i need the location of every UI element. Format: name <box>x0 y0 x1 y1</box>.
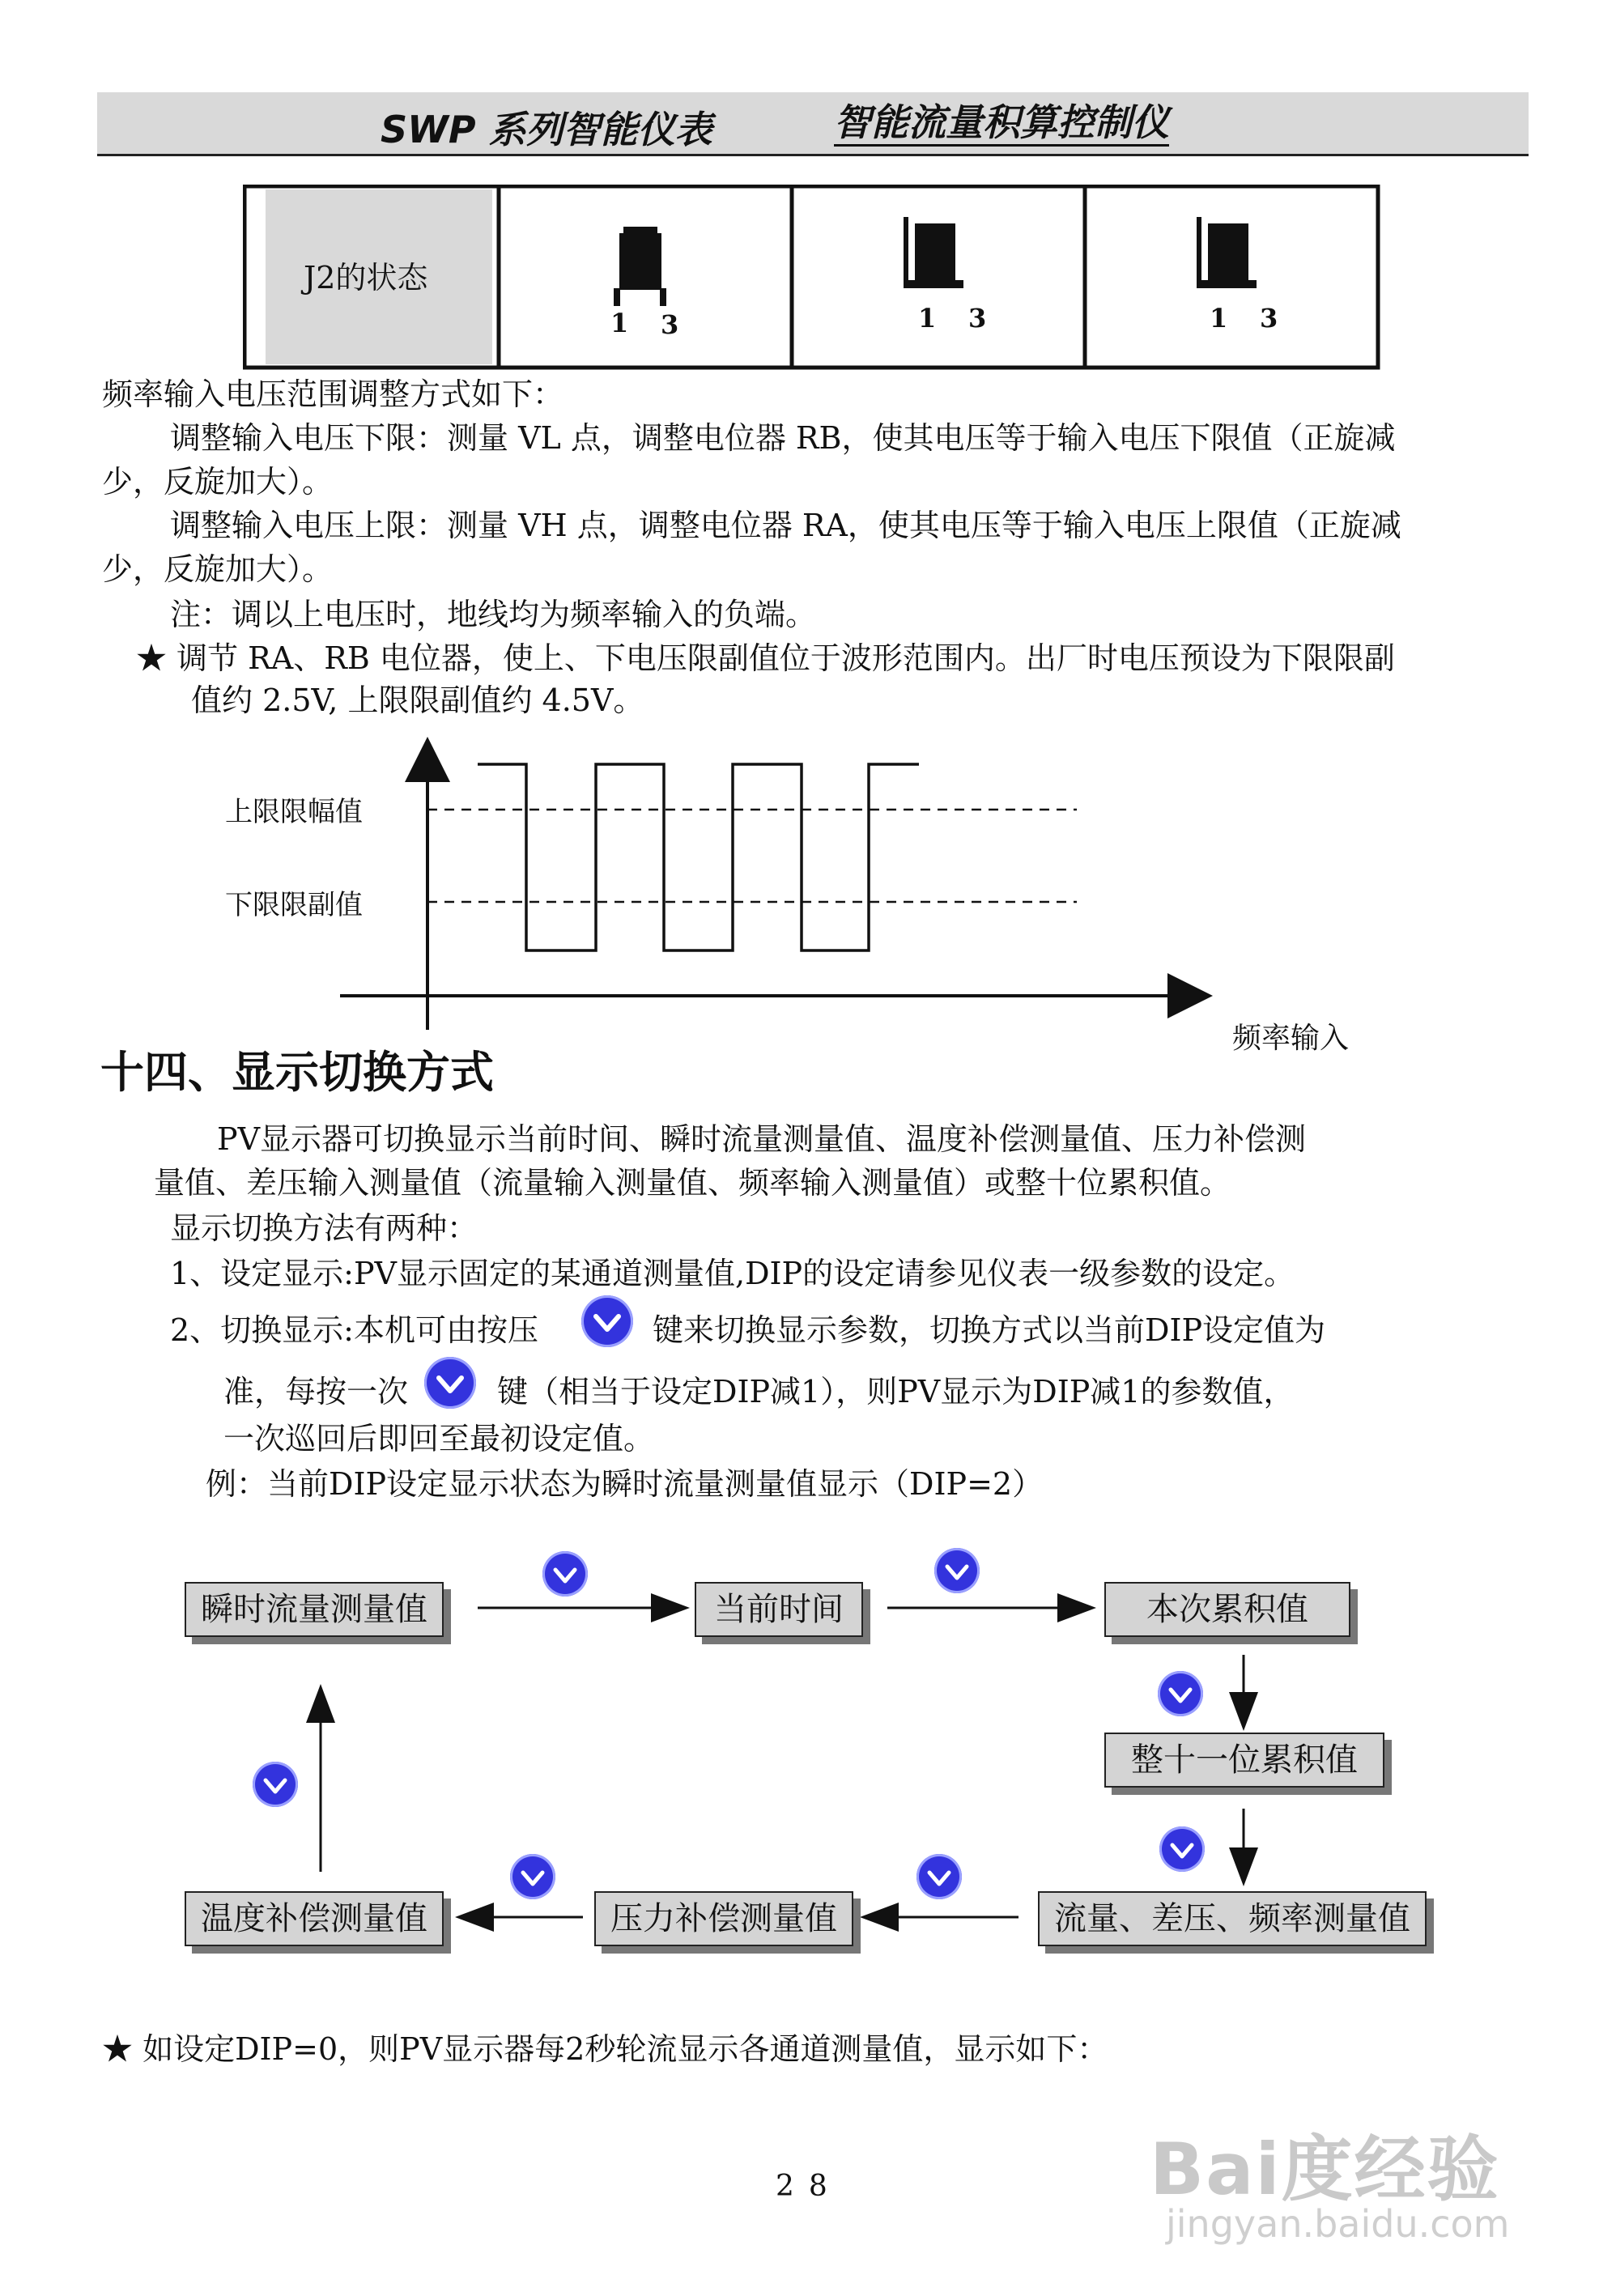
star-note-line1: ★ 调节 RA、RB 电位器，使上、下电压限副值位于波形范围内。出厂时电压预设为下限限副 <box>136 640 1395 676</box>
dip-zero-note: ★ 如设定DIP=0，则PV显示器每2秒轮流显示各通道测量值，显示如下： <box>102 2031 1108 2067</box>
header-product-title: 智能流量积算控制仪 <box>834 100 1169 147</box>
down-key-icon <box>1158 1671 1203 1716</box>
flow-box-current-total: 本次累积值 <box>1104 1582 1350 1637</box>
upper-limit-label: 上限限幅值 <box>225 796 363 828</box>
section-title: 十四、显示切换方式 <box>100 1047 494 1098</box>
flow-box-flow-dp-freq: 流量、差压、频率测量值 <box>1038 1891 1427 1946</box>
page-header-bar <box>97 92 1529 156</box>
page-number: 28 <box>776 2170 842 2203</box>
section14-para-line1: PV显示器可切换显示当前时间、瞬时流量测量值、温度补偿测量值、压力补偿测 <box>217 1121 1307 1157</box>
lower-limit-label: 下限限副值 <box>225 889 363 921</box>
jumper-state-label: J2的状态 <box>304 260 428 296</box>
method-2-part-a: 2、切换显示:本机可由按压 <box>170 1312 538 1348</box>
section14-para-line2: 量值、差压输入测量值（流量输入测量值、频率输入测量值）或整十位累积值。 <box>154 1165 1231 1201</box>
freq-adjust-intro: 频率输入电压范围调整方式如下： <box>102 376 564 412</box>
square-wave <box>478 764 919 950</box>
flow-box-pressure-comp: 压力补偿测量值 <box>594 1891 853 1946</box>
switch-methods-intro: 显示切换方法有两种： <box>170 1210 478 1246</box>
x-axis-label: 频率输入 <box>1232 1022 1350 1055</box>
flow-box-current-time: 当前时间 <box>695 1582 863 1637</box>
lower-limit-line1: 调整输入电压下限：测量 VL 点，调整电位器 RB，使其电压等于输入电压下限值（正旋减 <box>170 420 1396 456</box>
flow-box-temp-comp: 温度补偿测量值 <box>185 1891 444 1946</box>
method-2-part-b: 键来切换显示参数，切换方式以当前DIP设定值为 <box>653 1312 1326 1348</box>
example-line: 例：当前DIP设定显示状态为瞬时流量测量值显示（DIP=2） <box>206 1466 1044 1502</box>
pin-label-3: 3 <box>1260 303 1278 334</box>
flow-box-instant-flow: 瞬时流量测量值 <box>185 1582 444 1637</box>
pin-label-3: 3 <box>661 309 679 340</box>
down-key-icon <box>916 1854 962 1899</box>
header-series-title: SWP 系列智能仪表 <box>381 108 712 151</box>
down-key-icon <box>542 1551 588 1597</box>
down-key-icon <box>581 1295 633 1347</box>
pin-label-1: 1 <box>918 303 937 334</box>
pin-label-1: 1 <box>610 308 629 338</box>
down-key-icon <box>253 1762 298 1807</box>
watermark-url: jingyan.baidu.com <box>1166 2202 1510 2246</box>
down-key-icon <box>424 1357 476 1409</box>
upper-limit-line2: 少，反旋加大）。 <box>102 551 334 587</box>
down-key-icon <box>1159 1826 1205 1872</box>
method-2-part-c: 准，每按一次 <box>223 1374 409 1409</box>
down-key-icon <box>510 1854 555 1899</box>
down-key-icon <box>934 1548 980 1593</box>
star-note-line2: 值约 2.5V, 上限限副值约 4.5V。 <box>191 682 644 718</box>
lower-limit-line2: 少，反旋加大）。 <box>102 464 334 500</box>
method-1: 1、设定显示:PV显示固定的某通道测量值,DIP的设定请参见仪表一级参数的设定。 <box>170 1256 1295 1291</box>
method-2-part-e: 一次巡回后即回至最初设定值。 <box>223 1421 655 1456</box>
pin-label-3: 3 <box>968 303 987 334</box>
flow-box-eleven-digit-total: 整十一位累积值 <box>1104 1733 1384 1788</box>
watermark-logo: Bai度经验 <box>1150 2128 1500 2211</box>
ground-note: 注：调以上电压时，地线均为频率输入的负端。 <box>170 597 817 632</box>
upper-limit-line1: 调整输入电压上限：测量 VH 点，调整电位器 RA，使其电压等于输入电压上限值（正旋减 <box>170 508 1401 543</box>
method-2-part-d: 键（相当于设定DIP减1），则PV显示为DIP减1的参数值， <box>497 1374 1295 1409</box>
pin-label-1: 1 <box>1210 303 1228 334</box>
